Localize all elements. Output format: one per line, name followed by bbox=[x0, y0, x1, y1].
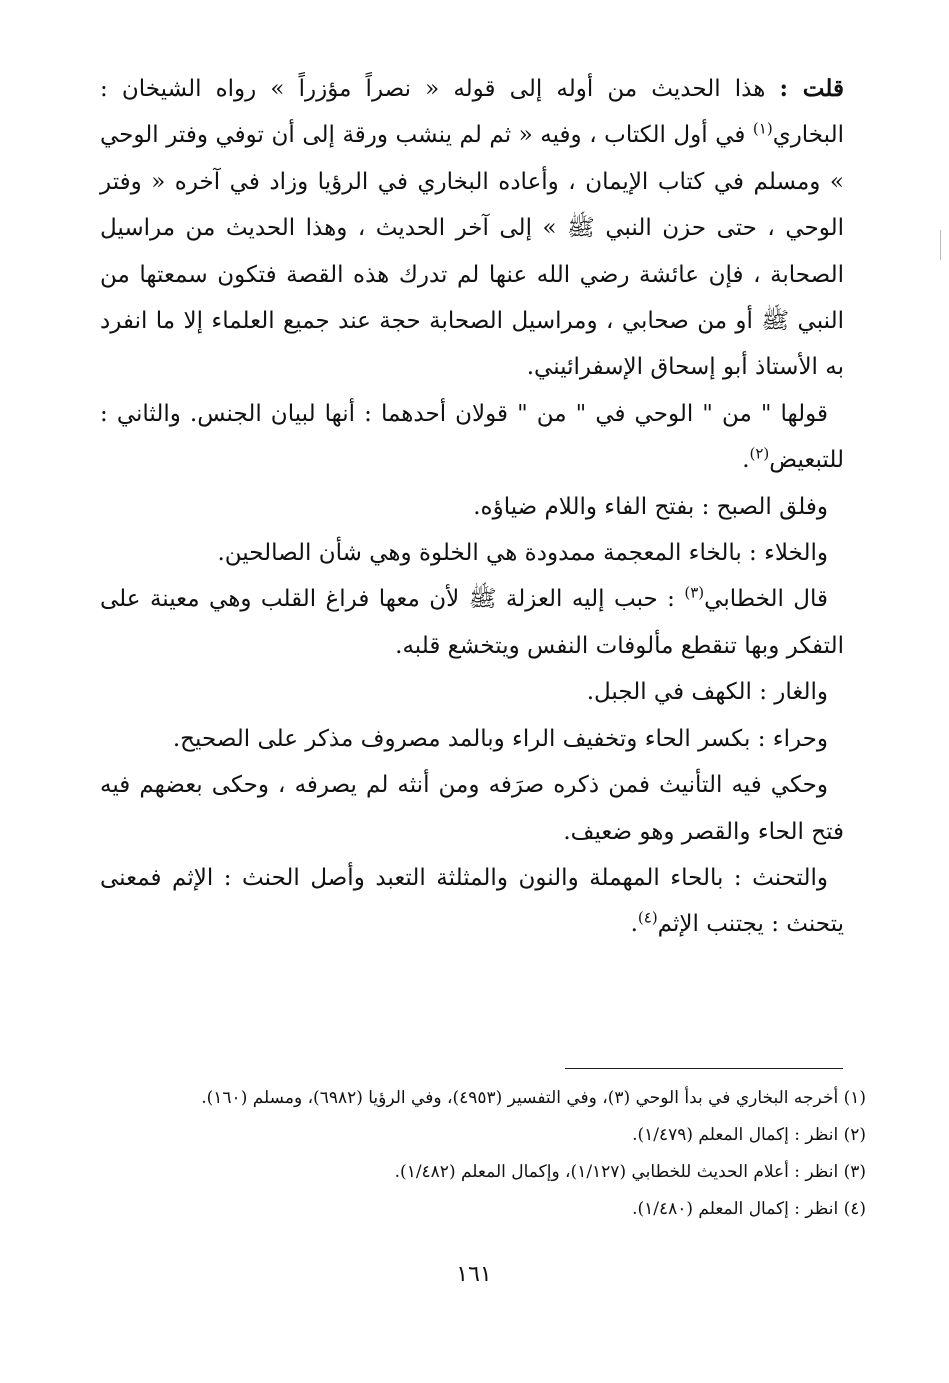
paragraph-1 bbox=[100, 66, 844, 391]
paragraph-4 bbox=[100, 530, 844, 576]
paragraph-text: وحكي فيه التأنيث فمن ذكره صرَفه ومن أنثه لم يصرفه ، وحكى بعضهم فيه فتح الحاء والقصر وهو ضعيف. bbox=[100, 772, 844, 845]
paragraph-text-rest: . bbox=[742, 447, 750, 474]
footnote-1: (١) أخرجه البخاري في بدأ الوحي (٣)، وفي التفسير (٤٩٥٣)، وفي الرؤيا (٦٩٨٢)، ومسلم (١٦٠). bbox=[201, 1088, 866, 1108]
paragraph-text: قال الخطابي bbox=[704, 586, 829, 613]
scan-edge-mark bbox=[940, 230, 941, 260]
paragraph-text-rest: : حبب إليه العزلة ﷺ لأن معها فراغ القلب وهي معينة على التفكر وبها تنقطع مألوفات النفس ويتخشع قلبه. bbox=[100, 586, 844, 659]
footnotes bbox=[100, 1080, 866, 1228]
footnote-ref: (١) bbox=[752, 119, 773, 138]
footnote-divider bbox=[565, 1068, 843, 1069]
paragraph-2 bbox=[100, 391, 844, 484]
paragraph-8 bbox=[100, 762, 844, 855]
footnote-ref: (٤) bbox=[637, 908, 658, 927]
paragraph-3 bbox=[100, 484, 844, 530]
footnote-2: (٢) انظر : إكمال المعلم (١/٤٧٩). bbox=[632, 1125, 866, 1145]
lead-word: قلت : bbox=[779, 75, 844, 102]
footnote-4: (٤) انظر : إكمال المعلم (١/٤٨٠). bbox=[632, 1199, 866, 1219]
paragraph-5 bbox=[100, 576, 844, 669]
footnote-ref: (٢) bbox=[749, 444, 770, 463]
paragraph-text: والتحنث : بالحاء المهملة والنون والمثلثة التعبد وأصل الحنث : الإثم فمعنى يتحنث : يجتنب الإثم bbox=[100, 864, 844, 938]
main-text bbox=[100, 66, 844, 948]
footnote-3: (٣) انظر : أعلام الحديث للخطابي (١/١٢٧)، وإكمال المعلم (١/٤٨٢). bbox=[394, 1162, 866, 1182]
page-number: ١٦١ bbox=[456, 1262, 492, 1287]
paragraph-text-rest: . bbox=[630, 911, 638, 938]
paragraph-text: وفلق الصبح : بفتح الفاء واللام ضياؤه. bbox=[473, 493, 828, 520]
paragraph-9 bbox=[100, 855, 844, 948]
paragraph-text: والخلاء : بالخاء المعجمة ممدودة هي الخلوة وهي شأن الصالحين. bbox=[217, 540, 828, 567]
paragraph-7 bbox=[100, 716, 844, 762]
paragraph-text-rest: في أول الكتاب ، وفيه « ثم لم ينشب ورقة إلى أن توفي وفتر الوحي » ومسلم في كتاب الإيمان ، وأعاده البخاري في الرؤيا وزاد في آخره « وفتر الوحي ، حتى حزن النبي ﷺ » إلى آخر الحديث ، وهذا الحديث من مراسيل الصحابة ، فإن عائشة رضي الله عنها لم تدرك هذه القصة فتكون سمعتها من النبي ﷺ أو من صحابي ، ومراسيل الصحابة حجة عند جميع العلماء إلا ما انفرد به الأستاذ أبو إسحاق الإسفرائيني. bbox=[100, 122, 844, 381]
paragraph-6 bbox=[100, 669, 844, 715]
paragraph-text: هذا الحديث من أوله إلى قوله « نصراً مؤزراً » رواه الشيخان : البخاري bbox=[100, 76, 844, 149]
paragraph-text: قولها " من " الوحي في " من " قولان أحدهما : أنها لبيان الجنس. والثاني : للتبعيض bbox=[100, 400, 844, 474]
paragraph-text: وحراء : بكسر الحاء وتخفيف الراء وبالمد مصروف مذكر على الصحيح. bbox=[172, 725, 828, 752]
footnote-ref: (٣) bbox=[684, 583, 705, 602]
paragraph-text: والغار : الكهف في الجبل. bbox=[586, 679, 828, 706]
